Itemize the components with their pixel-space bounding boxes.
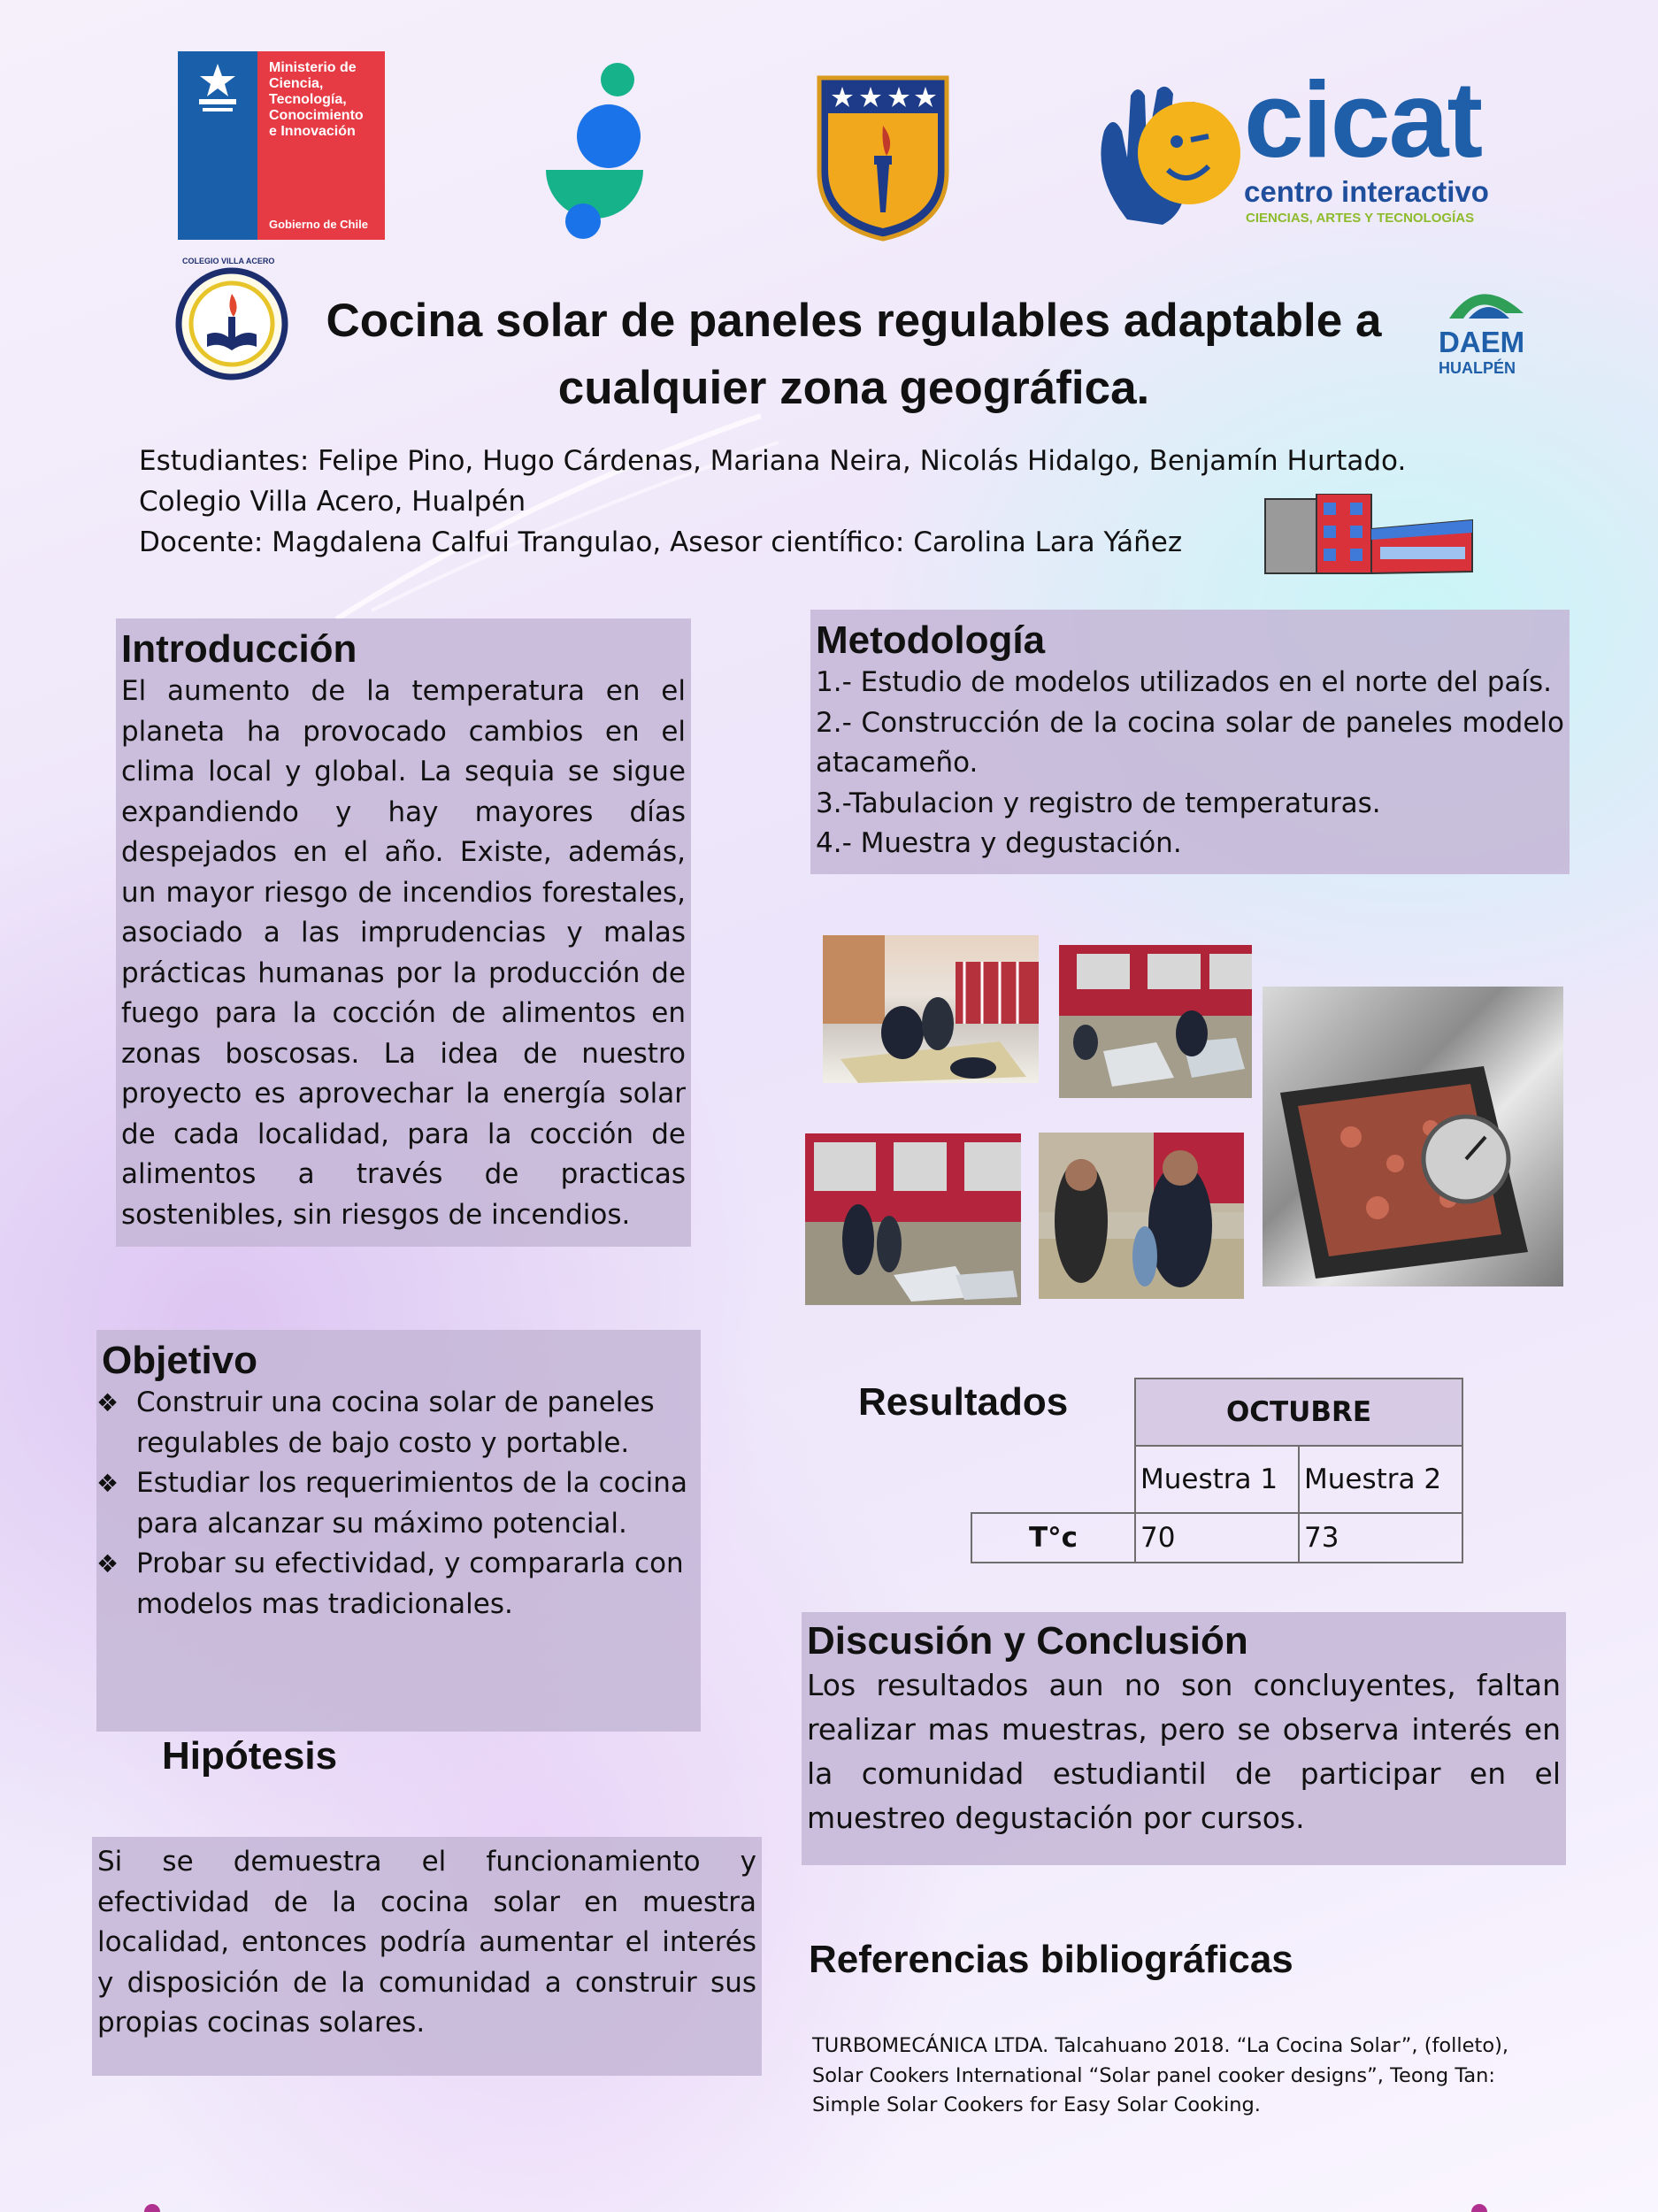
- muestra-1-header: Muestra 1: [1135, 1446, 1299, 1513]
- resultados-table: [971, 1378, 1463, 1563]
- objetivo-item: ❖ Estudiar los requerimientos de la cocina para alcanzar su máximo potencial.: [96, 1463, 695, 1544]
- poster-title: [265, 288, 1442, 422]
- cicat-subtitle: centro interactivo: [1244, 175, 1489, 208]
- metodologia-heading: Metodología: [816, 618, 1046, 662]
- ministerio-text: Ministerio de Ciencia, Tecnología, Conocimiento e Innovación: [269, 60, 364, 139]
- colegio-ring-text: COLEGIO VILLA ACERO: [182, 257, 275, 265]
- anid-logo: [544, 58, 659, 244]
- hipotesis-text: Si se demuestra el funcionamiento y efectividad de la cocina solar en muestra localidad, entonces podría aumentar el interés y disposición de la comunidad a construir sus propias cocinas solares.: [97, 1846, 756, 2039]
- diamond-bullet-icon: ❖: [96, 1388, 119, 1417]
- objetivo-item: ❖ Construir una cocina solar de paneles regulables de bajo costo y portable.: [96, 1383, 695, 1463]
- referencias-text: TURBOMECÁNICA LTDA. Talcahuano 2018. “La Cocina Solar”, (folleto), Solar Cookers International “Solar panel cooker designs”, Teong Tan: Simple Solar Cookers for Easy Solar Cooking.: [812, 2034, 1509, 2116]
- referencias-heading: Referencias bibliográficas: [809, 1938, 1293, 1981]
- cicat-logo: [1092, 59, 1501, 237]
- school-line: Colegio Villa Acero, Hualpén: [139, 486, 526, 518]
- hand-emblem-icon: [1092, 78, 1242, 228]
- credits: [139, 441, 1406, 563]
- daem-subtitle: HUALPÉN: [1439, 359, 1516, 377]
- discusion-text: Los resultados aun no son concluyentes, faltan realizar mas muestras, pero se observa interés en la comunidad estudiantil de participar en el muestreo degustación por cursos.: [807, 1668, 1561, 1835]
- introduccion-heading: Introducción: [121, 627, 357, 671]
- objetivo-heading: Objetivo: [102, 1339, 258, 1382]
- teachers-line: Docente: Magdalena Calfui Trangulao, Asesor científico: Carolina Lara Yáñez: [139, 526, 1183, 558]
- temperature-row-label: T°c: [971, 1513, 1135, 1563]
- photo-students-panels: [805, 1133, 1021, 1305]
- daem-arc-icon: [1444, 278, 1529, 322]
- cicat-word: cicat: [1244, 59, 1482, 180]
- discusion-section: [802, 1612, 1566, 1865]
- title-line-2: cualquier zona geográfica.: [557, 362, 1150, 414]
- muestra-2-header: Muestra 2: [1299, 1446, 1462, 1513]
- month-header: OCTUBRE: [1135, 1379, 1462, 1446]
- diamond-bullet-icon: ❖: [96, 1549, 119, 1578]
- metodologia-item: 3.-Tabulacion y registro de temperaturas.: [816, 787, 1381, 819]
- school-building-icon: [1263, 494, 1476, 575]
- objetivo-item: ❖ Probar su efectividad, y compararla con modelos mas tradicionales.: [96, 1544, 695, 1624]
- metodologia-section: [810, 610, 1570, 874]
- daem-hualpen-logo: [1433, 278, 1538, 380]
- chile-coat-of-arms-icon: [190, 60, 245, 122]
- introduccion-text: El aumento de la temperatura en el planeta ha provocado cambios en el clima local y global. La sequia se sigue expandiendo y hay mayores días despejados en el año. Existe, además, un mayor riesgo de incendios forestales, asociado a las imprudencias y malas prácticas humanas por la producción de fuego para la cocción de alimentos en zonas boscosas. La idea de nuestro proyecto es aprovechar la energía solar de cada localidad, para la cocción de alimentos a través de practicas sostenibles, sin riesgos de incendios.: [121, 675, 686, 1231]
- photo-stairwell-building: [823, 935, 1039, 1083]
- metodologia-item: 4.- Muestra y degustación.: [816, 827, 1182, 859]
- muestra-2-value: 73: [1299, 1513, 1462, 1563]
- objetivo-section: [96, 1330, 701, 1732]
- students-line: Estudiantes: Felipe Pino, Hugo Cárdenas, Mariana Neira, Nicolás Hidalgo, Benjamín Hurtado.: [139, 445, 1407, 477]
- hipotesis-section: [92, 1837, 762, 2076]
- cicat-tagline: CIENCIAS, ARTES Y TECNOLOGÍAS: [1246, 211, 1475, 226]
- muestra-1-value: 70: [1135, 1513, 1299, 1563]
- photo-students-outdoors: [1039, 1133, 1244, 1299]
- gobierno-text: Gobierno de Chile: [269, 218, 368, 231]
- ministerio-ciencia-logo: [178, 51, 385, 240]
- introduccion-section: [116, 618, 691, 1247]
- hipotesis-heading: Hipótesis: [162, 1734, 338, 1778]
- discusion-heading: Discusión y Conclusión: [807, 1619, 1248, 1663]
- objetivo-list: [96, 1383, 695, 1624]
- udec-shield-logo: [816, 74, 950, 242]
- metodologia-item: 2.- Construcción de la cocina solar de paneles modelo atacameño.: [816, 706, 1564, 779]
- title-line-1: Cocina solar de paneles regulables adaptable a: [326, 295, 1382, 347]
- resultados-heading: Resultados: [858, 1380, 1069, 1424]
- daem-word: DAEM: [1439, 326, 1525, 358]
- metodologia-item: 1.- Estudio de modelos utilizados en el norte del país.: [816, 666, 1552, 698]
- photo-cooker-thermometer: [1263, 987, 1563, 1286]
- photo-panels-courtyard: [1059, 945, 1252, 1098]
- metodologia-list: [816, 663, 1564, 864]
- diamond-bullet-icon: ❖: [96, 1469, 119, 1498]
